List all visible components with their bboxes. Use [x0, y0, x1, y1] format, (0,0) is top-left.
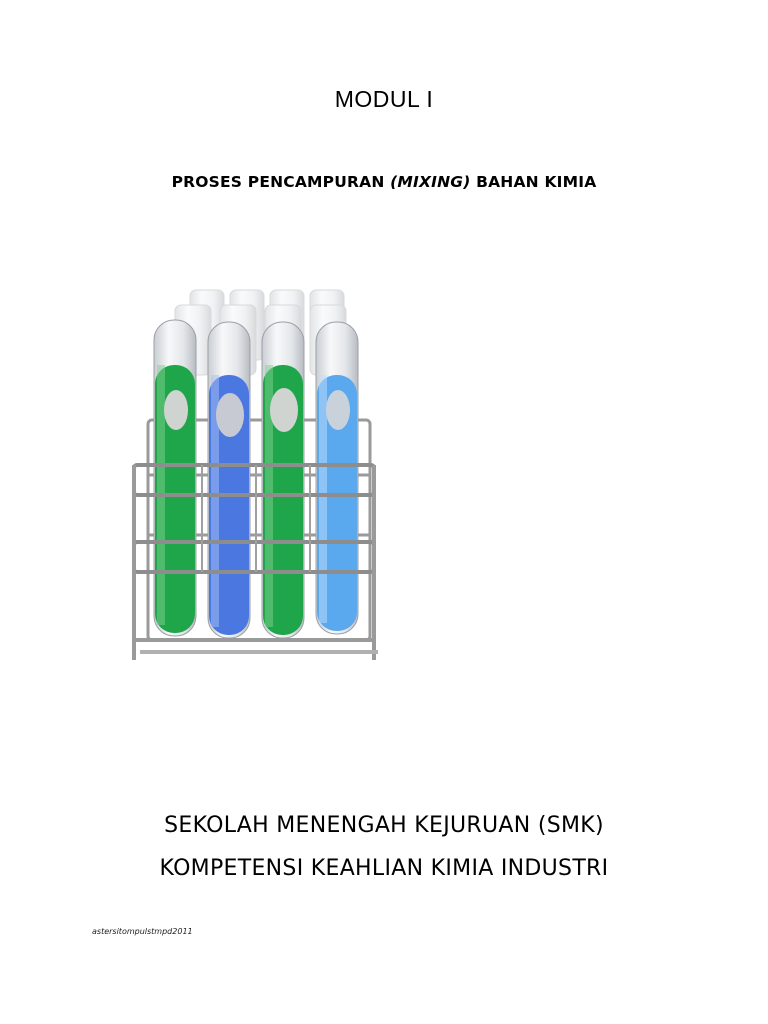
test-tubes-illustration: [120, 280, 400, 670]
subtitle-part-2: (MIXING): [390, 173, 471, 191]
competency-name: KOMPETENSI KEAHLIAN KIMIA INDUSTRI: [159, 856, 609, 881]
module-subtitle: [0, 173, 768, 191]
subtitle-part-3: BAHAN KIMIA: [470, 173, 597, 191]
subtitle-part-1: PROSES PENCAMPURAN: [171, 173, 391, 191]
author-footnote: astersitompulstmpd2011: [92, 927, 193, 936]
school-name: SEKOLAH MENENGAH KEJURUAN (SMK): [164, 813, 604, 838]
module-title: MODUL I: [334, 86, 434, 112]
test-tubes-in-rack-icon: [120, 280, 400, 670]
